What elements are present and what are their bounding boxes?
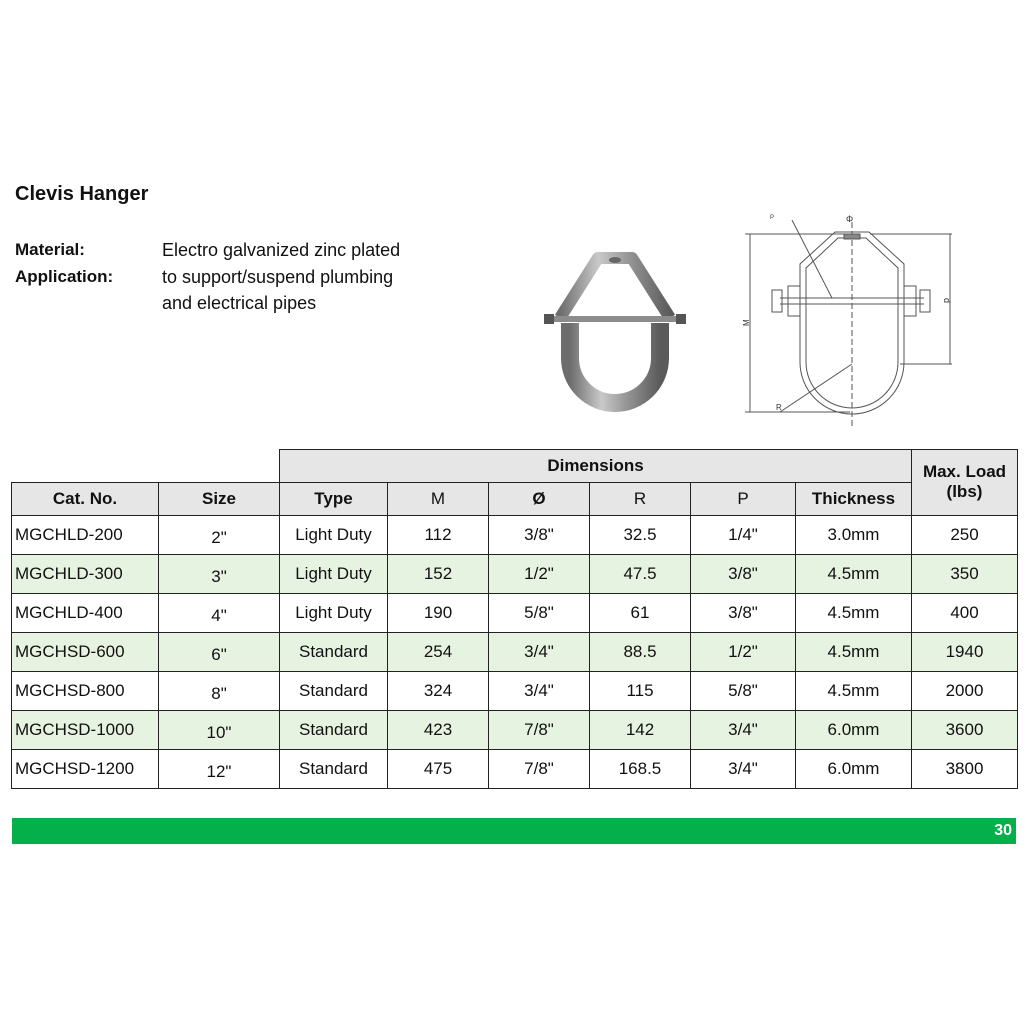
cell-cat: MGCHSD-600 bbox=[12, 632, 159, 671]
header-r: R bbox=[590, 482, 691, 515]
cell-load: 350 bbox=[912, 554, 1018, 593]
max-load-header bbox=[912, 450, 1018, 516]
cell-p: 3/4" bbox=[691, 710, 796, 749]
label-p: P bbox=[770, 215, 775, 221]
cell-dia: 3/8" bbox=[489, 515, 590, 554]
cell-p: 3/8" bbox=[691, 554, 796, 593]
cell-size: 2" bbox=[159, 515, 280, 554]
table-corner bbox=[12, 450, 280, 483]
cell-type: Standard bbox=[280, 632, 388, 671]
cell-type: Light Duty bbox=[280, 515, 388, 554]
cell-cat: MGCHSD-1200 bbox=[12, 749, 159, 788]
page-number: 30 bbox=[994, 822, 1012, 839]
cell-dia: 1/2" bbox=[489, 554, 590, 593]
cell-dia: 7/8" bbox=[489, 749, 590, 788]
cell-m: 254 bbox=[388, 632, 489, 671]
cell-size: 3" bbox=[159, 554, 280, 593]
header-m: M bbox=[388, 482, 489, 515]
table-row bbox=[12, 710, 1018, 749]
cell-r: 142 bbox=[590, 710, 691, 749]
cell-r: 88.5 bbox=[590, 632, 691, 671]
cell-type: Light Duty bbox=[280, 554, 388, 593]
cell-m: 423 bbox=[388, 710, 489, 749]
cell-load: 3800 bbox=[912, 749, 1018, 788]
footer-bar bbox=[12, 818, 1016, 844]
cell-load: 2000 bbox=[912, 671, 1018, 710]
cell-r: 115 bbox=[590, 671, 691, 710]
header-type: Type bbox=[280, 482, 388, 515]
cell-thickness: 4.5mm bbox=[796, 671, 912, 710]
max-load-line1: Max. Load bbox=[922, 462, 1007, 482]
header-dia: Ø bbox=[489, 482, 590, 515]
cell-dia: 5/8" bbox=[489, 593, 590, 632]
cell-r: 61 bbox=[590, 593, 691, 632]
cell-load: 250 bbox=[912, 515, 1018, 554]
cell-size: 4" bbox=[159, 593, 280, 632]
label-m: M bbox=[742, 319, 751, 326]
cell-m: 152 bbox=[388, 554, 489, 593]
table-row bbox=[12, 632, 1018, 671]
cell-load: 1940 bbox=[912, 632, 1018, 671]
cell-p: 3/8" bbox=[691, 593, 796, 632]
cell-dia: 3/4" bbox=[489, 632, 590, 671]
cell-p: 1/4" bbox=[691, 515, 796, 554]
cell-thickness: 4.5mm bbox=[796, 593, 912, 632]
cell-type: Standard bbox=[280, 671, 388, 710]
cell-thickness: 4.5mm bbox=[796, 632, 912, 671]
header-thickness: Thickness bbox=[796, 482, 912, 515]
cell-size: 6" bbox=[159, 632, 280, 671]
label-r: R bbox=[776, 403, 782, 412]
cell-type: Standard bbox=[280, 710, 388, 749]
cell-m: 475 bbox=[388, 749, 489, 788]
label-phi: Φ bbox=[846, 214, 854, 224]
header-cat: Cat. No. bbox=[12, 482, 159, 515]
cell-cat: MGCHLD-300 bbox=[12, 554, 159, 593]
cell-thickness: 6.0mm bbox=[796, 749, 912, 788]
cell-size: 12" bbox=[159, 749, 280, 788]
cell-m: 190 bbox=[388, 593, 489, 632]
cell-type: Standard bbox=[280, 749, 388, 788]
cell-cat: MGCHSD-1000 bbox=[12, 710, 159, 749]
table-row bbox=[12, 515, 1018, 554]
description-line: to support/suspend plumbing bbox=[162, 267, 394, 287]
cell-dia: 7/8" bbox=[489, 710, 590, 749]
material-label: Material: bbox=[15, 240, 85, 259]
table-row bbox=[12, 671, 1018, 710]
description-line: Electro galvanized zinc plated bbox=[162, 240, 401, 260]
cell-r: 32.5 bbox=[590, 515, 691, 554]
description-line: and electrical pipes bbox=[162, 293, 317, 313]
cell-size: 10" bbox=[159, 710, 280, 749]
cell-cat: MGCHSD-800 bbox=[12, 671, 159, 710]
dimensions-header: Dimensions bbox=[280, 450, 912, 483]
max-load-line2: (lbs) bbox=[946, 482, 983, 502]
cell-type: Light Duty bbox=[280, 593, 388, 632]
cell-cat: MGCHLD-200 bbox=[12, 515, 159, 554]
label-d: d bbox=[942, 298, 952, 304]
header-size: Size bbox=[159, 482, 280, 515]
cell-m: 112 bbox=[388, 515, 489, 554]
cell-size: 8" bbox=[159, 671, 280, 710]
clevis-hanger-drawing bbox=[740, 212, 952, 430]
cell-thickness: 3.0mm bbox=[796, 515, 912, 554]
cell-p: 1/2" bbox=[691, 632, 796, 671]
cell-thickness: 6.0mm bbox=[796, 710, 912, 749]
application-label: Application: bbox=[15, 267, 114, 286]
cell-load: 3600 bbox=[912, 710, 1018, 749]
cell-load: 400 bbox=[912, 593, 1018, 632]
cell-r: 168.5 bbox=[590, 749, 691, 788]
table-row bbox=[12, 554, 1018, 593]
cell-thickness: 4.5mm bbox=[796, 554, 912, 593]
cell-cat: MGCHLD-400 bbox=[12, 593, 159, 632]
spec-table bbox=[11, 449, 1018, 789]
cell-m: 324 bbox=[388, 671, 489, 710]
table-row bbox=[12, 593, 1018, 632]
table-row bbox=[12, 749, 1018, 788]
clevis-hanger-photo bbox=[540, 248, 690, 418]
cell-p: 5/8" bbox=[691, 671, 796, 710]
cell-dia: 3/4" bbox=[489, 671, 590, 710]
header-p: P bbox=[691, 482, 796, 515]
cell-r: 47.5 bbox=[590, 554, 691, 593]
page-title: Clevis Hanger bbox=[15, 183, 149, 205]
cell-p: 3/4" bbox=[691, 749, 796, 788]
